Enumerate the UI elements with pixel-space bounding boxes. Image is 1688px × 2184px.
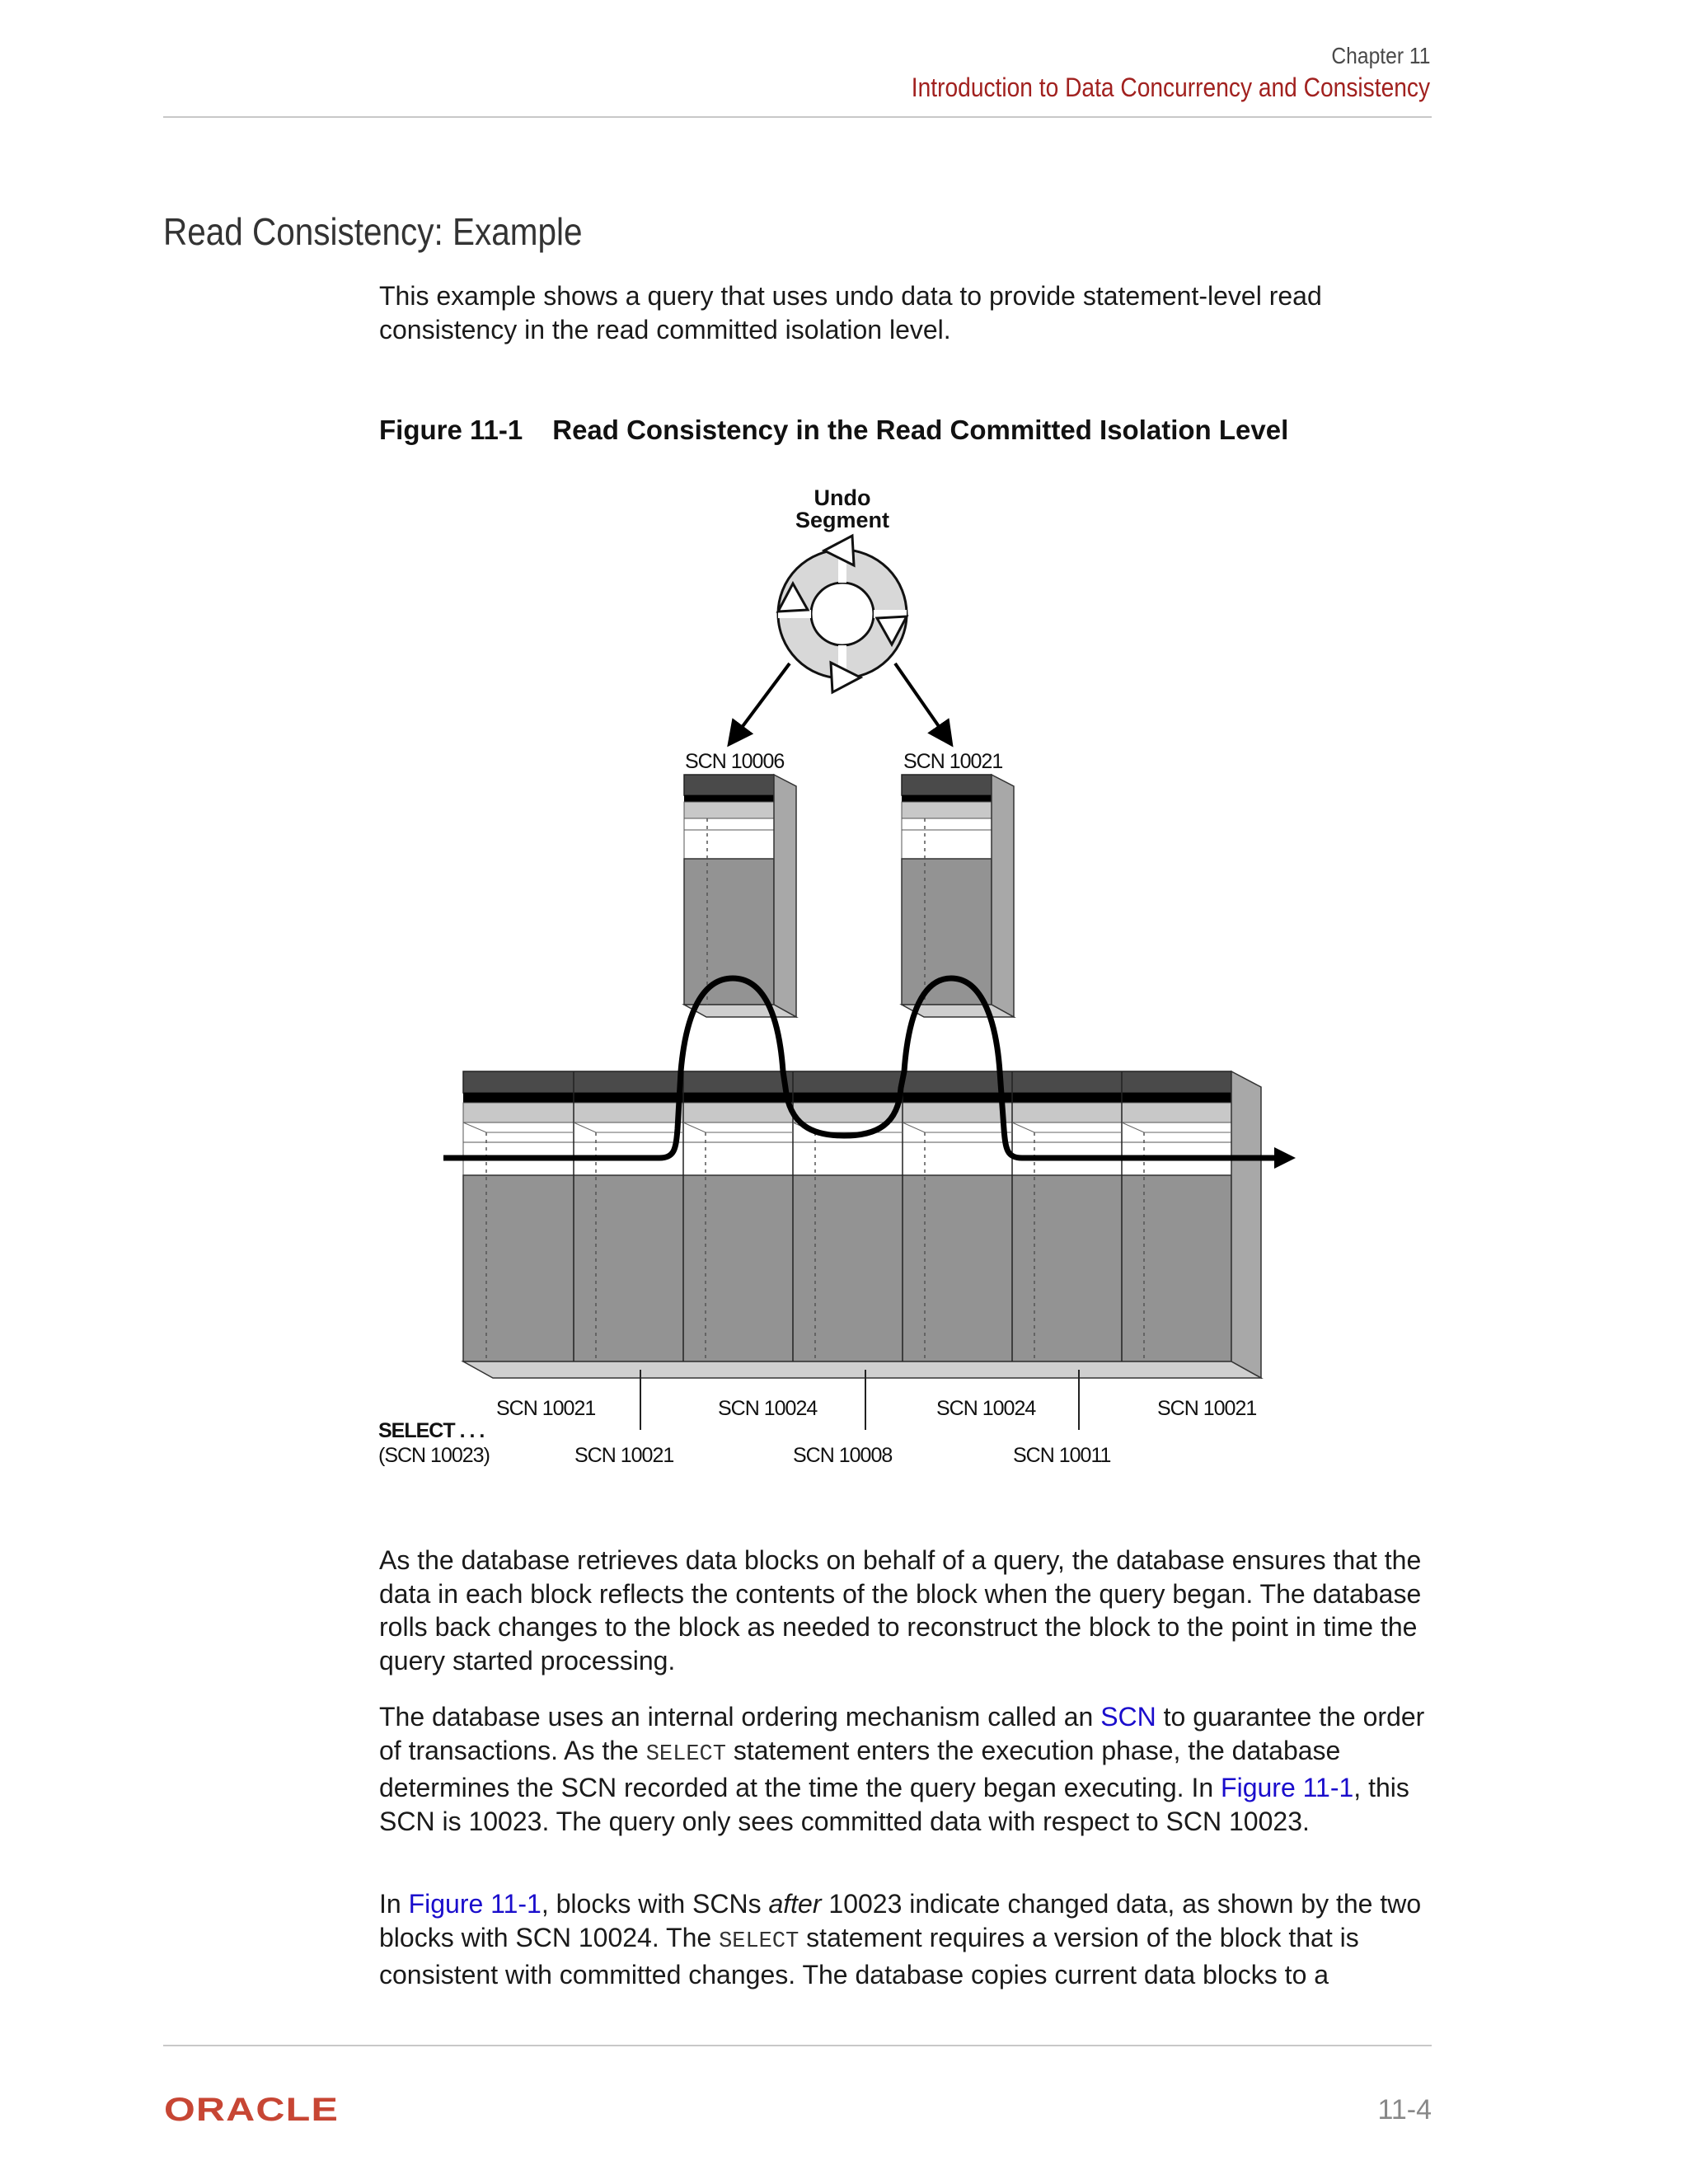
body-paragraph-2 <box>379 1700 1434 1838</box>
select-scn: (SCN 10023) <box>378 1444 490 1467</box>
undo-label-line2: Segment <box>795 508 890 532</box>
undo-label-line1: Undo <box>814 485 871 510</box>
chapter-number: Chapter 11 <box>1330 43 1430 68</box>
p2-text-c: statement enters the execution phase, the database determines the SCN recorded at the time the query began executing. In <box>379 1735 1341 1802</box>
row-scn-bottom-1: SCN 10021 <box>574 1444 674 1467</box>
body-paragraph-3 <box>379 1887 1434 1992</box>
select-code: SELECT <box>645 1741 726 1767</box>
p2-text-d: , this SCN is 10023. The query only sees committed data with respect to SCN 10023. <box>379 1773 1409 1836</box>
body-paragraph-1 <box>379 1544 1434 1677</box>
select-label: SELECT . . . <box>378 1419 485 1442</box>
figure-number: Figure 11-1 <box>379 415 523 445</box>
figure-title: Read Consistency in the Read Committed Isolation Level <box>552 415 1289 445</box>
p3-text-d: statement requires a version of the block that is consistent with committed changes. The database copies current data blocks to a <box>379 1922 1359 1990</box>
undo-segment-icon <box>778 536 907 692</box>
row-scn-top-2: SCN 10024 <box>718 1397 818 1420</box>
page-number: 11-4 <box>1377 2094 1432 2125</box>
row-scn-bottom-2: SCN 10008 <box>793 1444 893 1467</box>
data-blocks-row <box>463 1071 1261 1378</box>
undo-block-scn-2: SCN 10021 <box>903 750 1003 773</box>
section-title: Read Consistency: Example <box>163 210 583 253</box>
body-text-1: As the database retrieves data blocks on behalf of a query, the database ensures that the data in each block reflects the contents of the block when the query began. The database rolls back changes to the block as needed to reconstruct the block to the point in time the query started processing. <box>379 1545 1422 1675</box>
p2-text-a: The database uses an internal ordering mechanism called an <box>379 1702 1101 1732</box>
p2-text-b: to guarantee the order of transactions. As the <box>379 1702 1425 1765</box>
oracle-logo <box>164 2095 354 2128</box>
figure-link[interactable]: Figure 11-1 <box>1221 1773 1354 1802</box>
scn-link[interactable]: SCN <box>1100 1702 1156 1732</box>
row-scn-top-4: SCN 10021 <box>1157 1397 1257 1420</box>
undo-arrow-left <box>731 663 790 742</box>
query-arrowhead <box>1274 1147 1296 1169</box>
p3-text-c: 10023 indicate changed data, as shown by the two blocks with SCN 10024. The <box>379 1889 1422 1952</box>
p3-text-b: , blocks with SCNs <box>541 1889 769 1919</box>
footer-rule <box>163 2045 1432 2046</box>
p3-emphasis: after <box>768 1889 822 1919</box>
row-scn-top-1: SCN 10021 <box>496 1397 596 1420</box>
undo-arrow-right <box>895 663 950 742</box>
oracle-logo-text: ORACLE <box>164 2095 339 2128</box>
p3-text-a: In <box>379 1889 409 1919</box>
intro-text: This example shows a query that uses undo data to provide statement-level read consistency in the read committed isolation level. <box>379 281 1322 344</box>
select-code: SELECT <box>719 1929 799 1954</box>
figure-link[interactable]: Figure 11-1 <box>408 1889 542 1919</box>
undo-block-scn-1: SCN 10006 <box>685 750 785 773</box>
row-scn-top-3: SCN 10024 <box>936 1397 1036 1420</box>
chapter-title: Introduction to Data Concurrency and Consistency <box>911 73 1430 102</box>
row-scn-bottom-3: SCN 10011 <box>1013 1444 1111 1467</box>
